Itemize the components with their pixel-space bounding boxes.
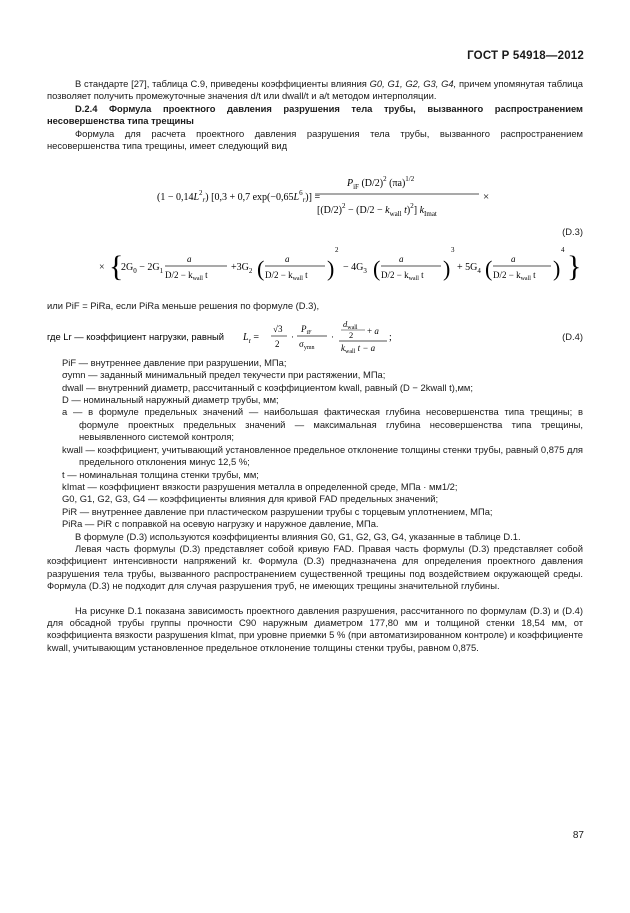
svg-text:2: 2 xyxy=(335,246,339,255)
after-d3-text: или PiF = PiRa, если PiRa меньше решения по формуле (D.3), xyxy=(47,300,320,312)
svg-text:(: ( xyxy=(485,256,493,282)
svg-text:PiF: $P_{iF}$ xyxy=(301,323,312,336)
formula-d3-line2-svg xyxy=(47,242,583,294)
svg-text:;: ; xyxy=(389,331,392,343)
svg-text:): ) xyxy=(443,256,451,282)
definition-item: PiR — внутреннее давление при пластическом разрушении трубы с торцевым уплотнением, МПа; xyxy=(62,505,493,517)
definition-item: t — номинальная толщина стенки трубы, мм; xyxy=(62,468,259,480)
d3-brace-right: } xyxy=(567,250,582,284)
paragraph-coefficients: В формуле (D.3) используются коэффициенты влияния G0, G1, G2, G3, G4, указанные в таблице D.1. xyxy=(75,530,521,542)
svg-text:3: 3 xyxy=(451,246,455,255)
paragraph-fad: Левая часть формулы (D.3) представляет собой кривую FAD. Правая часть формулы (D.3) представляет собой коэффициент интенсивности напряжений kr. Формула (D.3) предназначена для определения проектного давления разрушения тела трубы, вызванного распространением существенной трещины под воздействием окружающей среды. Формула (D.3) не подходит для случая разрушения труб, не имеющих трещины значительной глубины. xyxy=(47,542,583,592)
formula-d3-line1 xyxy=(47,164,583,226)
d3-term-1: $2G_0 - 2G_1$ xyxy=(121,262,164,276)
d3-term-2: $+3G_2$ xyxy=(231,262,253,276)
d3-line2-times: × xyxy=(99,262,105,274)
d3-number: (D.3) xyxy=(562,226,583,238)
d3-brace-left: { xyxy=(109,250,124,284)
definition-item: dwall — внутренний диаметр, рассчитанный с коэффициентом kwall, равный (D − 2kwall t),мм; xyxy=(62,381,473,393)
svg-text:+ a: + a xyxy=(367,325,379,336)
section-heading: D.2.4 Формула проектного давления разрушения тела трубы, вызванного распространением несовершенства типа трещины xyxy=(47,102,583,127)
d3-term-3: − $4G_3$ xyxy=(343,262,367,276)
definition-item: G0, G1, G2, G3, G4 — коэффициенты влияния для кривой FAD предельных значений; xyxy=(62,493,439,505)
page-content xyxy=(47,78,583,654)
svg-text:2: 2 xyxy=(275,338,280,349)
svg-text:): ) xyxy=(553,256,561,282)
d4-lead: где Lr — коэффициент нагрузки, равный xyxy=(47,330,224,342)
definition-item: a — в формуле предельных значений — наибольшая фактическая глубина несовершенства типа трещины; в формуле проектных предельных значений — максимальная глубина несовершенства типа трещины, невыявленного системой контроля; xyxy=(62,406,583,443)
definition-item: PiRa — PiR с поправкой на осевую нагрузку и наружное давление, МПа. xyxy=(62,518,379,530)
svg-text:Lr =: $L_r$ = xyxy=(243,331,260,345)
svg-text:D/2 − kwall t: $D/2 - k_{wall}$ t xyxy=(265,270,308,283)
svg-text:a: a xyxy=(511,254,516,265)
definition-item: σymn — заданный минимальный предел текучести при растяжении, МПа; xyxy=(62,369,386,381)
definition-item: kImat — коэффициент вязкости разрушения металла в определенной среде, МПа · мм1/2; xyxy=(62,480,458,492)
svg-text:(: ( xyxy=(373,256,381,282)
svg-text:σymn: $\sigma_{ymn}$ xyxy=(299,338,315,351)
svg-text:a: a xyxy=(285,254,290,265)
d3-rhs-denominator: [$(D/2)^2 - (D/2 - k_{wall}$ t)$^2$] $k_{Imat}$ xyxy=(317,202,437,219)
svg-text:a: a xyxy=(187,254,192,265)
formula-d3-line2 xyxy=(47,242,583,294)
page-number: 87 xyxy=(572,830,584,841)
svg-text:4: 4 xyxy=(561,246,565,255)
intro-paragraph: В стандарте [27], таблица С.9, приведены коэффициенты влияния G0, G1, G2, G3, G4, причем упомянутая таблица позволяет получить промежуточные значения d/t или dwall/t и a/t методом интерполяции. xyxy=(47,78,584,102)
svg-text:(: ( xyxy=(257,256,265,282)
svg-text:√3: √3 xyxy=(273,323,283,334)
d3-number-row xyxy=(47,226,583,238)
d3-lhs: $(1 - 0,14L^2_r)$ [0,3 + 0,7 $\exp(-0,65L^6_r)$] = xyxy=(157,189,321,205)
svg-text:a: a xyxy=(399,254,404,265)
definition-item: PiF — внутреннее давление при разрушении, МПа; xyxy=(62,356,287,368)
formula-intro: Формула для расчета проектного давления разрушения тела трубы, вызванного распространением несовершенства типа трещины, имеет следующий вид xyxy=(47,127,583,152)
definitions-list xyxy=(47,357,583,531)
svg-text:D/2 − kwall t: $D/2 - k_{wall}$ t xyxy=(493,270,536,283)
formula-d3-line1-svg xyxy=(47,164,583,226)
definition-item: kwall — коэффициент, учитывающий установленное предельное отклонение толщины стенки трубы, равный 0,875 для предельного отклонения минус 12,5 %; xyxy=(62,443,583,468)
d3-rhs-numerator: $P_{iF}$ $(D/2)^2$ $(\pi a)^{1/2}$ xyxy=(347,175,415,192)
svg-text:dwall: $d_{wall}$ xyxy=(343,318,358,331)
paragraph-figure-d1: На рисунке D.1 показана зависимость проектного давления разрушения, рассчитанного по формулам (D.3) и (D.4) для обсадной трубы группы прочности С90 наружным диаметром 177,80 мм и толщиной стенки 18,54 мм, от коэффициента вязкости разрушения kImat, при уровне приемки 5 % (при автоматизированном контроле) и коэффициенте kwall, учитывающим установленное предельное отклонение толщины стенки трубы, равном 0,875. xyxy=(47,604,583,653)
d3-term-4: + $5G_4$ xyxy=(457,262,481,276)
definition-item: D — номинальный наружный диаметр трубы, мм; xyxy=(62,394,279,406)
svg-text:2: 2 xyxy=(349,329,354,340)
d3-times: × xyxy=(483,191,490,204)
svg-text:·: · xyxy=(291,331,294,342)
svg-text:D/2 − kwall t: $D/2 - k_{wall}$ t xyxy=(381,270,424,283)
svg-text:): ) xyxy=(327,256,335,282)
formula-d4-svg xyxy=(47,319,583,355)
standard-header: ГОСТ Р 54918—2012 xyxy=(467,50,584,62)
svg-text:·: · xyxy=(331,331,334,342)
d4-number: (D.4) xyxy=(562,330,583,342)
svg-text:kwall t − a: $k_{wall}$ t − a xyxy=(341,342,376,355)
svg-text:D/2 − kwall t: $D/2 - k_{wall}$ t xyxy=(165,270,208,283)
formula-d4 xyxy=(47,319,583,355)
